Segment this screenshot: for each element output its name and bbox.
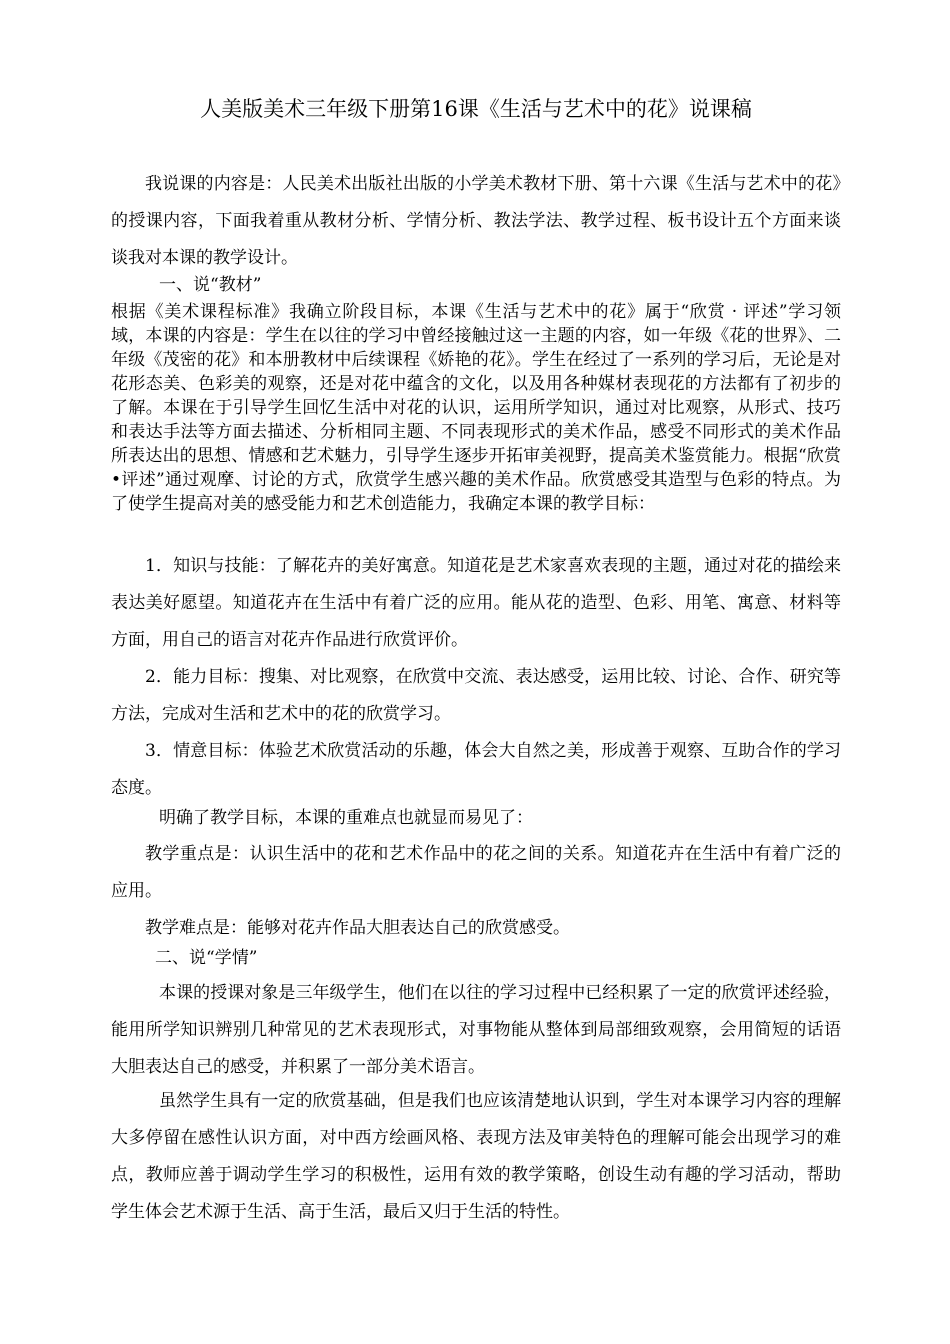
- section2-heading: 二、说“学情”: [155, 948, 258, 968]
- section1-body: 根据《美术课程标准》我确立阶段目标，本课《生活与艺术中的花》属于“欣赏 · 评述”学习领域，本课的内容是：学生在以往的学习中曾经接触过这一主题的内容，如一年级《花的世界》、二年级《茂密的花》和本册教材中后续课程《娇艳的花》。学生在经过了一系列的学习后，无论是对花形态美、色彩美的观察，还是对花中蕴含的文化，以及用各种媒材表现花的方法都有了初步的了解。本课在于引导学生回忆生活中对花的认识，运用所学知识，通过对比观察，从形式、技巧和表达手法等方面去描述、分析相同主题、不同表现形式的美术作品，感受不同形式的美术作品所表达出的思想、情感和艺术魅力，引导学生逐步开拓审美视野，提高美术鉴赏能力。根据“欣赏•评述”通过观摩、讨论的方式，欣赏学生感兴趣的美术作品。欣赏感受其造型与色彩的特点。为了使学生提高对美的感受能力和艺术创造能力，我确定本课的教学目标：: [111, 302, 841, 514]
- goal1-paragraph: 1．知识与技能：了解花卉的美好寓意。知道花是艺术家喜欢表现的主题，通过对花的描绘来表达美好愿望。知道花卉在生活中有着广泛的应用。能从花的造型、色彩、用笔、寓意、材料等方面，用自己的语言对花卉作品进行欣赏评价。: [111, 556, 841, 650]
- key-point-paragraph: 教学重点是：认识生活中的花和艺术作品中的花之间的关系。知道花卉在生活中有着广泛的应用。: [111, 844, 841, 901]
- section2-paragraph-1: [111, 975, 841, 1086]
- section1-heading: 一、说“教材”: [159, 275, 262, 295]
- goal2-paragraph: 2．能力目标：搜集、对比观察，在欣赏中交流、表达感受，运用比较、讨论、合作、研究等方法，完成对生活和艺术中的花的欣赏学习。: [111, 667, 841, 724]
- section2-paragraph-2: [111, 1083, 841, 1231]
- difficulty-paragraph: 教学难点是：能够对花卉作品大胆表达自己的欣赏感受。: [145, 918, 570, 938]
- document-title: 人美版美术三年级下册第16课《生活与艺术中的花》说课稿: [200, 97, 752, 121]
- goal3-paragraph: 3．情意目标：体验艺术欣赏活动的乐趣，体会大自然之美，形成善于观察、互助合作的学习态度。: [111, 741, 841, 798]
- section2-paragraph-1-text: 本课的授课对象是三年级学生，他们在以往的学习过程中已经积累了一定的欣赏评述经验，能用所学知识辨别几种常见的艺术表现形式，对事物能从整体到局部细致观察，会用简短的话语大胆表达自己的感受，并积累了一部分美术语言。: [111, 983, 841, 1077]
- focus-intro: 明确了教学目标，本课的重难点也就显而易见了：: [159, 808, 533, 828]
- intro-paragraph: 我说课的内容是：人民美术出版社出版的小学美术教材下册、第十六课《生活与艺术中的花》的授课内容，下面我着重从教材分析、学情分析、教法学法、教学过程、板书设计五个方面来谈谈我对本课的教学设计。: [111, 174, 841, 268]
- section2-paragraph-2-text: 虽然学生具有一定的欣赏基础，但是我们也应该清楚地认识到，学生对本课学习内容的理解大多停留在感性认识方面，对中西方绘画风格、表现方法及审美特色的理解可能会出现学习的难点，教师应善于调动学生学习的积极性，运用有效的教学策略，创设生动有趣的学习活动，帮助学生体会艺术源于生活、高于生活，最后又归于生活的特性。: [111, 1091, 841, 1222]
